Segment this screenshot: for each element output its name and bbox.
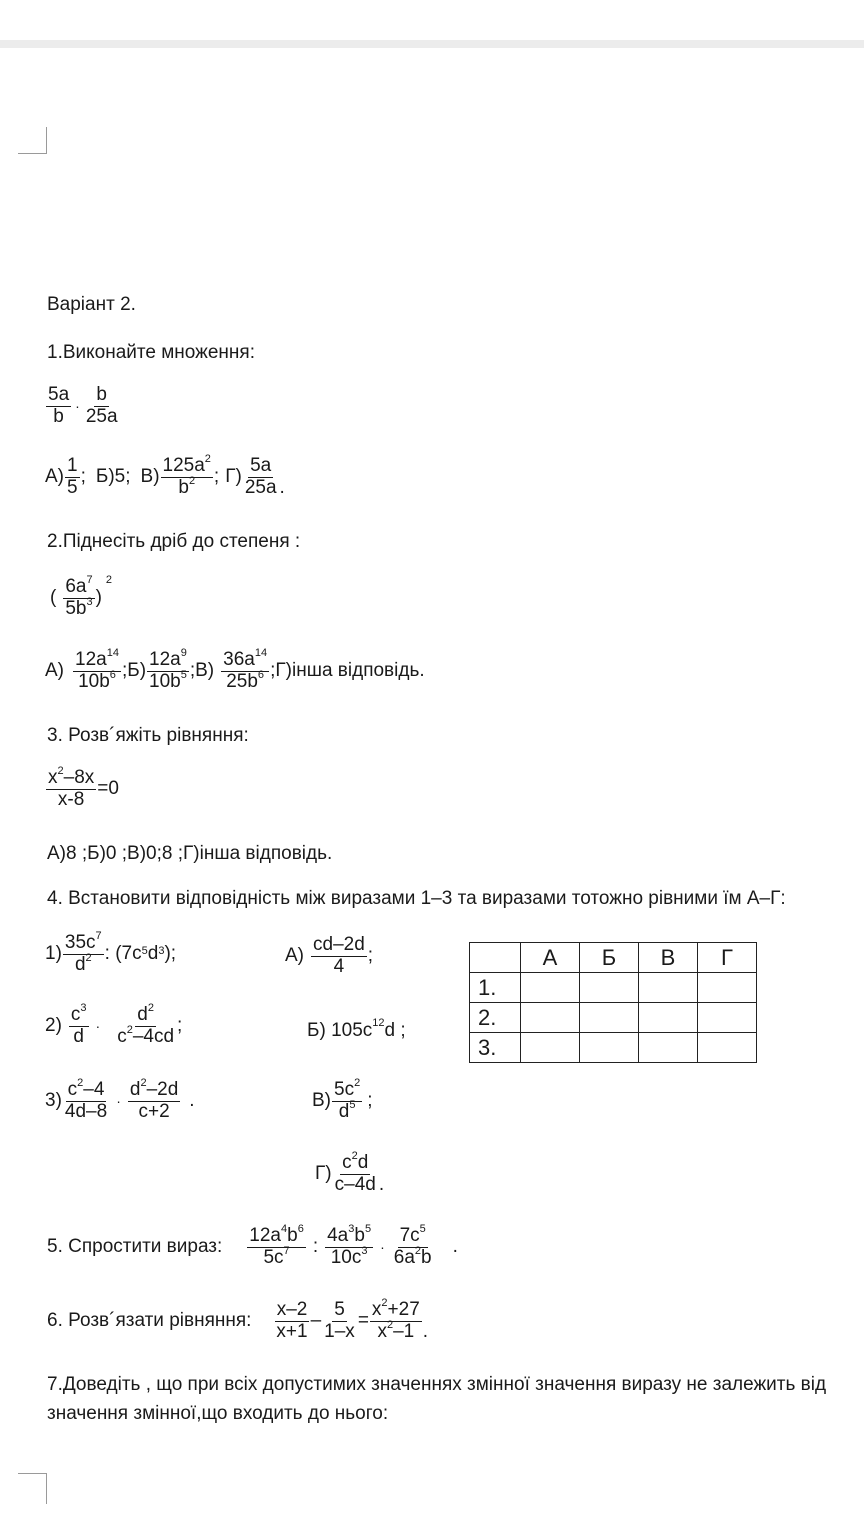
task4-expr-3 <box>45 1077 195 1123</box>
option-label: Г) <box>315 1163 332 1185</box>
semicolon: ; <box>367 945 374 967</box>
task2-title: 2.Піднесіть дріб до степеня : <box>47 531 301 552</box>
period: . <box>279 476 285 498</box>
task4-option-a <box>285 935 373 978</box>
task5 <box>47 1223 458 1269</box>
fraction: $\frac{125a^2}{b^2}$ <box>162 453 211 498</box>
fraction: $\frac{b}{25a}$ <box>85 384 118 427</box>
table-header-cell: В <box>639 943 698 973</box>
fraction: $\frac{5}{1-x}$ <box>324 1299 355 1342</box>
task4-title: 4. Встановити відповідність між виразами 1–3 та виразами тотожно рівними їм А–Г: <box>47 888 786 909</box>
fraction: $\frac{12a^{14}}{10b^6}$ <box>75 647 119 692</box>
fraction: $\frac{d^2}{c^2-4cd}$ <box>117 1002 175 1047</box>
task4-expr-2 <box>45 1002 183 1048</box>
semicolon: ; <box>367 1090 373 1112</box>
task6-title: 6. Розв´язати рівняння: <box>47 1310 252 1332</box>
task1-title: 1.Виконайте множення: <box>47 342 255 363</box>
table-cell[interactable] <box>639 1003 698 1033</box>
task3-answers: А)8 ;Б)0 ;В)0;8 ;Г)інша відповідь. <box>47 843 333 864</box>
answer-label: ;В) <box>189 660 215 682</box>
task1-expression <box>45 385 121 428</box>
fraction: $\frac{x-2}{x+1}$ <box>276 1299 308 1342</box>
fraction: $\frac{1}{5}$ <box>67 455 78 498</box>
task4-option-v <box>312 1077 373 1123</box>
fraction: $\frac{6a^7}{5b^3}$ <box>65 574 93 619</box>
fraction: $\frac{12a^9}{10b^5}$ <box>149 647 187 692</box>
top-divider <box>0 40 864 48</box>
answer-label: Г) <box>225 466 242 488</box>
multiply-sign: · <box>95 1018 101 1035</box>
period: . <box>422 1320 429 1342</box>
period: . <box>189 1090 195 1112</box>
table-row <box>470 1033 757 1063</box>
table-cell[interactable] <box>521 1003 580 1033</box>
fraction: $\frac{5c^2}{d^5}$ <box>334 1077 361 1122</box>
task2-expression <box>50 574 113 620</box>
semicolon: ; <box>177 1015 183 1037</box>
answer-label: А) <box>45 660 64 682</box>
table-cell <box>470 943 521 973</box>
fraction: $\frac{x^2+27}{x^2-1}$ <box>371 1297 420 1342</box>
table-cell[interactable] <box>580 1003 639 1033</box>
task7-line1: 7.Доведіть , що при всіх допустимих значеннях змінної значення виразу не залежить від <box>47 1374 827 1395</box>
page-corner-mark-bottom <box>18 1473 47 1504</box>
answer-label: В) <box>140 466 160 488</box>
period: . <box>378 1173 385 1195</box>
table-header-row <box>470 943 757 973</box>
table-cell[interactable] <box>521 1033 580 1063</box>
fraction: $\frac{c^2d}{c-4d}$ <box>334 1150 376 1195</box>
item-label: 2) <box>45 1015 62 1037</box>
task1-answers <box>45 453 285 499</box>
separator: ; <box>80 466 86 488</box>
answer-label: ;Б) <box>121 660 147 682</box>
option-label: В) <box>312 1090 331 1112</box>
table-cell[interactable] <box>639 973 698 1003</box>
fraction: $\frac{35c^7}{d^2}$ <box>64 930 102 975</box>
multiply-sign: · <box>75 398 80 415</box>
page-corner-mark-top <box>18 127 47 154</box>
table-cell[interactable] <box>698 1003 757 1033</box>
fraction: $\frac{x^2-8x}{x-8}$ <box>48 765 95 810</box>
task3-expression <box>45 765 119 811</box>
task4-expr-1: 1) $\frac{35c^7}{d^2}$ : (7c $^5$ d $^3$ ); <box>45 930 177 975</box>
equals-zero: =0 <box>97 778 119 800</box>
fraction: $\frac{12a^4b^6}{5c^7}$ <box>249 1223 304 1268</box>
table-row-label: 1. <box>470 973 521 1003</box>
table-cell[interactable] <box>580 973 639 1003</box>
table-cell[interactable] <box>521 973 580 1003</box>
variant-heading: Варіант 2. <box>47 294 136 315</box>
answer-label: А) <box>45 466 64 488</box>
table-cell[interactable] <box>698 1033 757 1063</box>
answer-b: Б)5; <box>95 466 131 488</box>
separator: ; <box>213 466 220 488</box>
table-cell[interactable] <box>580 1033 639 1063</box>
task4-option-g <box>315 1150 385 1196</box>
table-header-cell: Б <box>580 943 639 973</box>
task4-option-b: Б) $105c^{12}d$ ; <box>307 1017 406 1041</box>
answer-table <box>469 942 757 1063</box>
task6 <box>47 1297 429 1343</box>
item-label: 1) <box>45 943 62 965</box>
table-row-label: 2. <box>470 1003 521 1033</box>
table-row-label: 3. <box>470 1033 521 1063</box>
divide-sign: : <box>312 1236 319 1258</box>
table-cell[interactable] <box>698 973 757 1003</box>
period: . <box>452 1236 458 1258</box>
fraction: $\frac{c^3}{d}$ <box>70 1002 87 1047</box>
table-header-cell: Г <box>698 943 757 973</box>
answer-g: ;Г)інша відповідь. <box>270 660 425 682</box>
task5-title: 5. Спростити вираз: <box>47 1236 223 1258</box>
table-header-cell: А <box>521 943 580 973</box>
paren-close: ) <box>95 587 102 609</box>
fraction: $\frac{5a}{b}$ <box>48 384 70 427</box>
fraction: $\frac{cd-2d}{4}$ <box>313 934 365 977</box>
fraction: $\frac{36a^{14}}{25b^6}$ <box>223 647 268 692</box>
item-label: 3) <box>45 1090 62 1112</box>
fraction: $\frac{c^2-4}{4d-8}$ <box>64 1077 108 1122</box>
option-label: А) <box>285 945 304 967</box>
table-row <box>470 973 757 1003</box>
fraction: $\frac{4a^3b^5}{10c^3}$ <box>327 1223 372 1268</box>
table-row <box>470 1003 757 1033</box>
equals-sign: = <box>357 1310 369 1332</box>
task2-answers <box>45 647 425 693</box>
fraction: $\frac{7c^5}{6a^2b}$ <box>393 1223 432 1268</box>
fraction: $\frac{5a}{25a}$ <box>244 455 277 498</box>
fraction: $\frac{d^2-2d}{c+2}$ <box>129 1077 179 1122</box>
table-cell[interactable] <box>639 1033 698 1063</box>
task3-title: 3. Розв´яжіть рівняння: <box>47 725 249 746</box>
minus-sign: – <box>310 1310 322 1332</box>
paren-open: ( <box>50 587 57 609</box>
task7-line2: значення змінної,що входить до нього: <box>47 1403 389 1424</box>
power: 2 <box>105 574 113 587</box>
multiply-sign: · <box>380 1239 385 1256</box>
multiply-sign: · <box>116 1093 121 1110</box>
